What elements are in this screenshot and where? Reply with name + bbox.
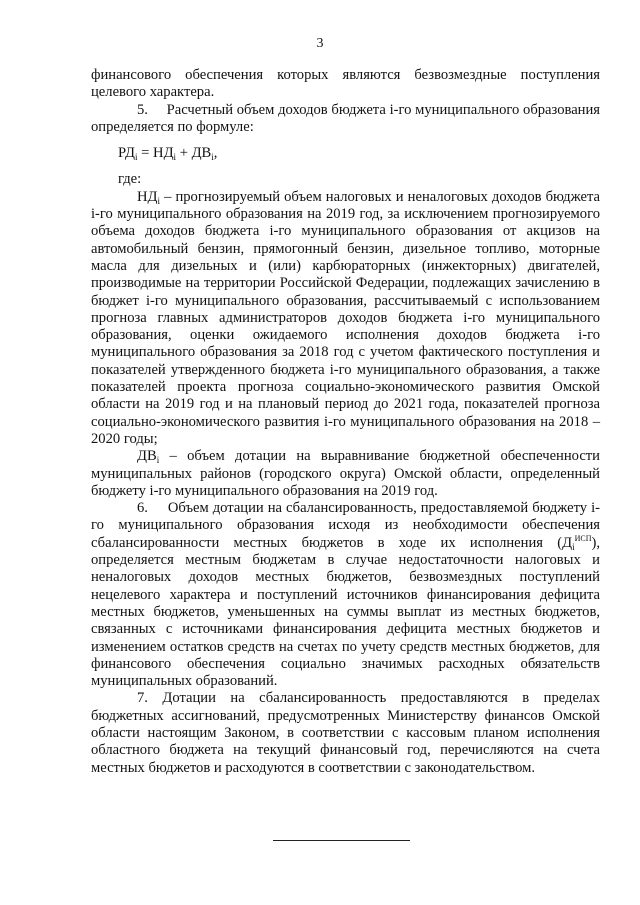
end-separator-line	[273, 840, 410, 841]
formula-dv-index: i	[211, 152, 214, 163]
formula-end: ,	[213, 145, 218, 162]
paragraph-6-after: ), определяется местным бюджетам в случае недостаточности налоговых и неналоговых доходов местных бюджетов, безвозмездных поступлений нецелевого характера и поступлений источников финансирования дефицита местных бюджетов, уменьшенных на суммы выплат из местных бюджетов, связанных с источниками финансирования дефицита местных бюджетов и изменением остатков средств на счетах по учету средств местных бюджетов, для финансового обеспечения социально значимых расходных обязательств муниципальных образований.	[91, 534, 600, 690]
page-number: 3	[316, 36, 324, 51]
paragraph-intro: финансового обеспечения которых являются безвозмездные поступления целевого характера.	[91, 67, 600, 101]
formula	[118, 145, 600, 162]
where-label: где:	[118, 171, 142, 188]
definition-dv-symbol: ДВ	[137, 448, 157, 465]
definition-nd-symbol: НД	[137, 188, 158, 205]
formula-nd: НД	[153, 145, 174, 162]
formula-rd: РД	[118, 145, 135, 162]
definition-nd-index: i	[157, 195, 161, 206]
formula-dv: ДВ	[191, 145, 212, 162]
paragraph-5: 5. Расчетный объем доходов бюджета i-го муниципального образования определяется по формуле:	[91, 101, 600, 135]
paragraph-6	[91, 500, 600, 690]
formula-plus: +	[176, 145, 192, 162]
definition-nd	[91, 189, 600, 448]
document-body	[91, 67, 600, 777]
definition-dv-text: – объем дотации на выравнивание бюджетной обеспеченности муниципальных районов (городского округа) Омской области, определенный бюджету i-го муниципального образования на 2019 год.	[91, 448, 600, 499]
paragraph-6-sub: i	[572, 541, 575, 552]
formula-rd-index: i	[134, 152, 138, 163]
definition-dv	[91, 448, 600, 500]
definition-dv-index: i	[156, 455, 160, 466]
paragraph-6-sup: ИСП	[574, 533, 592, 543]
paragraph-7: 7. Дотации на сбалансированность предоставляются в пределах бюджетных ассигнований, предусмотренных Министерству финансов Омской области настоящим Законом, в соответствии с кассовым планом исполнения областного бюджета на текущий финансовый год, перечисляются на счета местных бюджетов и расходуются в соответствии с законодательством.	[91, 690, 600, 776]
formula-equals: =	[137, 145, 154, 162]
paragraph-6-before: 6. Объем дотации на сбалансированность, предоставляемой бюджету i-го муниципального образования исходя из необходимости обеспечения сбалансированности местных бюджетов в ходе их исполнения (Д	[91, 500, 600, 551]
formula-nd-index: i	[173, 152, 177, 163]
definition-nd-text: – прогнозируемый объем налоговых и неналоговых доходов бюджета i-го муниципального образования на 2019 год, за исключением прогнозируемого объема доходов бюджета i-го муниципального образования от акцизов на автомобильный бензин, прямогонный бензин, дизельное топливо, моторные масла для дизельных и (или) карбюраторных (инжекторных) двигателей, производимые на территории Российской Федерации, подлежащих зачислению в бюджет i-го муниципального образования, рассчитываемый с использованием прогноза главных администраторов доходов бюджета i-го муниципального образования, оценки ожидаемого исполнения доходов бюджета i-го муниципального образования за 2018 год с учетом фактического поступления и показателей утвержденного бюджета i-го муниципального образования, а также показателей проекта прогноза социально-экономического развития Омской области на 2019 год и на плановый период до 2021 года, показателей прогноза социально-экономического развития i-го муниципального образования на 2018 – 2020 годы;	[91, 188, 600, 447]
